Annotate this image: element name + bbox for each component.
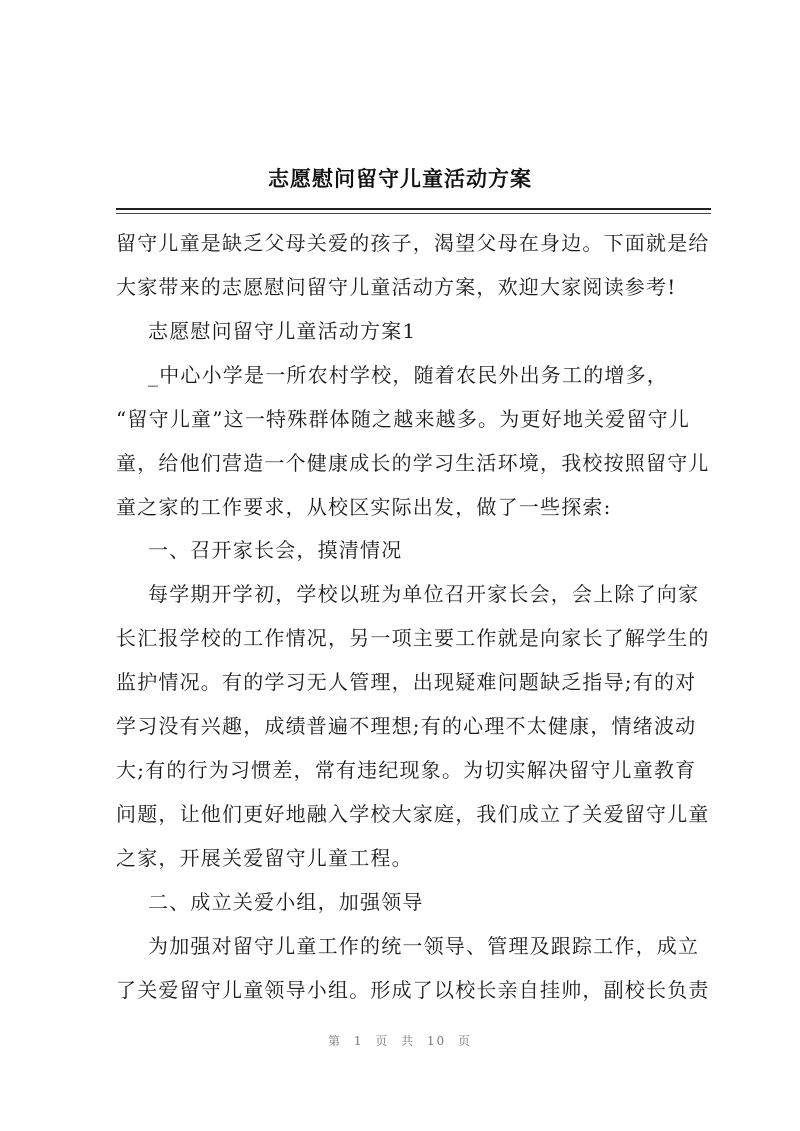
- body-line: 长汇报学校的工作情况，另一项主要工作就是向家长了解学生的: [116, 626, 710, 650]
- document-title: 志愿慰问留守儿童活动方案: [268, 166, 532, 191]
- section-heading: 志愿慰问留守儿童活动方案1: [148, 319, 417, 343]
- body-line: 童，给他们营造一个健康成长的学习生活环境，我校按照留守儿: [116, 451, 710, 475]
- page-footer: 第 1 页 共 10 页: [328, 1034, 472, 1048]
- body-line: 每学期开学初，学校以班为单位召开家长会，会上除了向家: [148, 582, 700, 606]
- body-line: 童之家的工作要求，从校区实际出发，做了一些探索:: [116, 495, 612, 519]
- body-line: 问题，让他们更好地融入学校大家庭，我们成立了关爱留守儿童: [116, 802, 710, 826]
- body-line: 监护情况。有的学习无人管理，出现疑难问题缺乏指导;有的对: [116, 670, 697, 694]
- body-line: 大;有的行为习惯差，常有违纪现象。为切实解决留守儿童教育: [116, 758, 697, 782]
- body-line: 为加强对留守儿童工作的统一领导、管理及跟踪工作，成立: [148, 934, 700, 958]
- body-line: 大家带来的志愿慰问留守儿童活动方案，欢迎大家阅读参考!: [116, 275, 677, 299]
- subsection-heading: 二、成立关爱小组，加强领导: [148, 890, 424, 914]
- body-line: “留守儿童”这一特殊群体随之越来越多。为更好地关爱留守儿: [116, 407, 691, 431]
- title-rule-thin: [116, 213, 711, 214]
- body-line: 留守儿童是缺乏父母关爱的孩子，渴望父母在身边。下面就是给: [116, 231, 710, 255]
- title-rule-thick: [116, 208, 711, 210]
- body-line: 之家，开展关爱留守儿童工程。: [116, 846, 413, 870]
- body-line: 了关爱留守儿童领导小组。形成了以校长亲自挂帅，副校长负责: [116, 978, 710, 1002]
- body-line: _中心小学是一所农村学校，随着农民外出务工的增多，: [148, 363, 668, 387]
- subsection-heading: 一、召开家长会，摸清情况: [148, 538, 403, 562]
- body-line: 学习没有兴趣，成绩普遍不理想;有的心理不太健康，情绪波动: [116, 714, 697, 738]
